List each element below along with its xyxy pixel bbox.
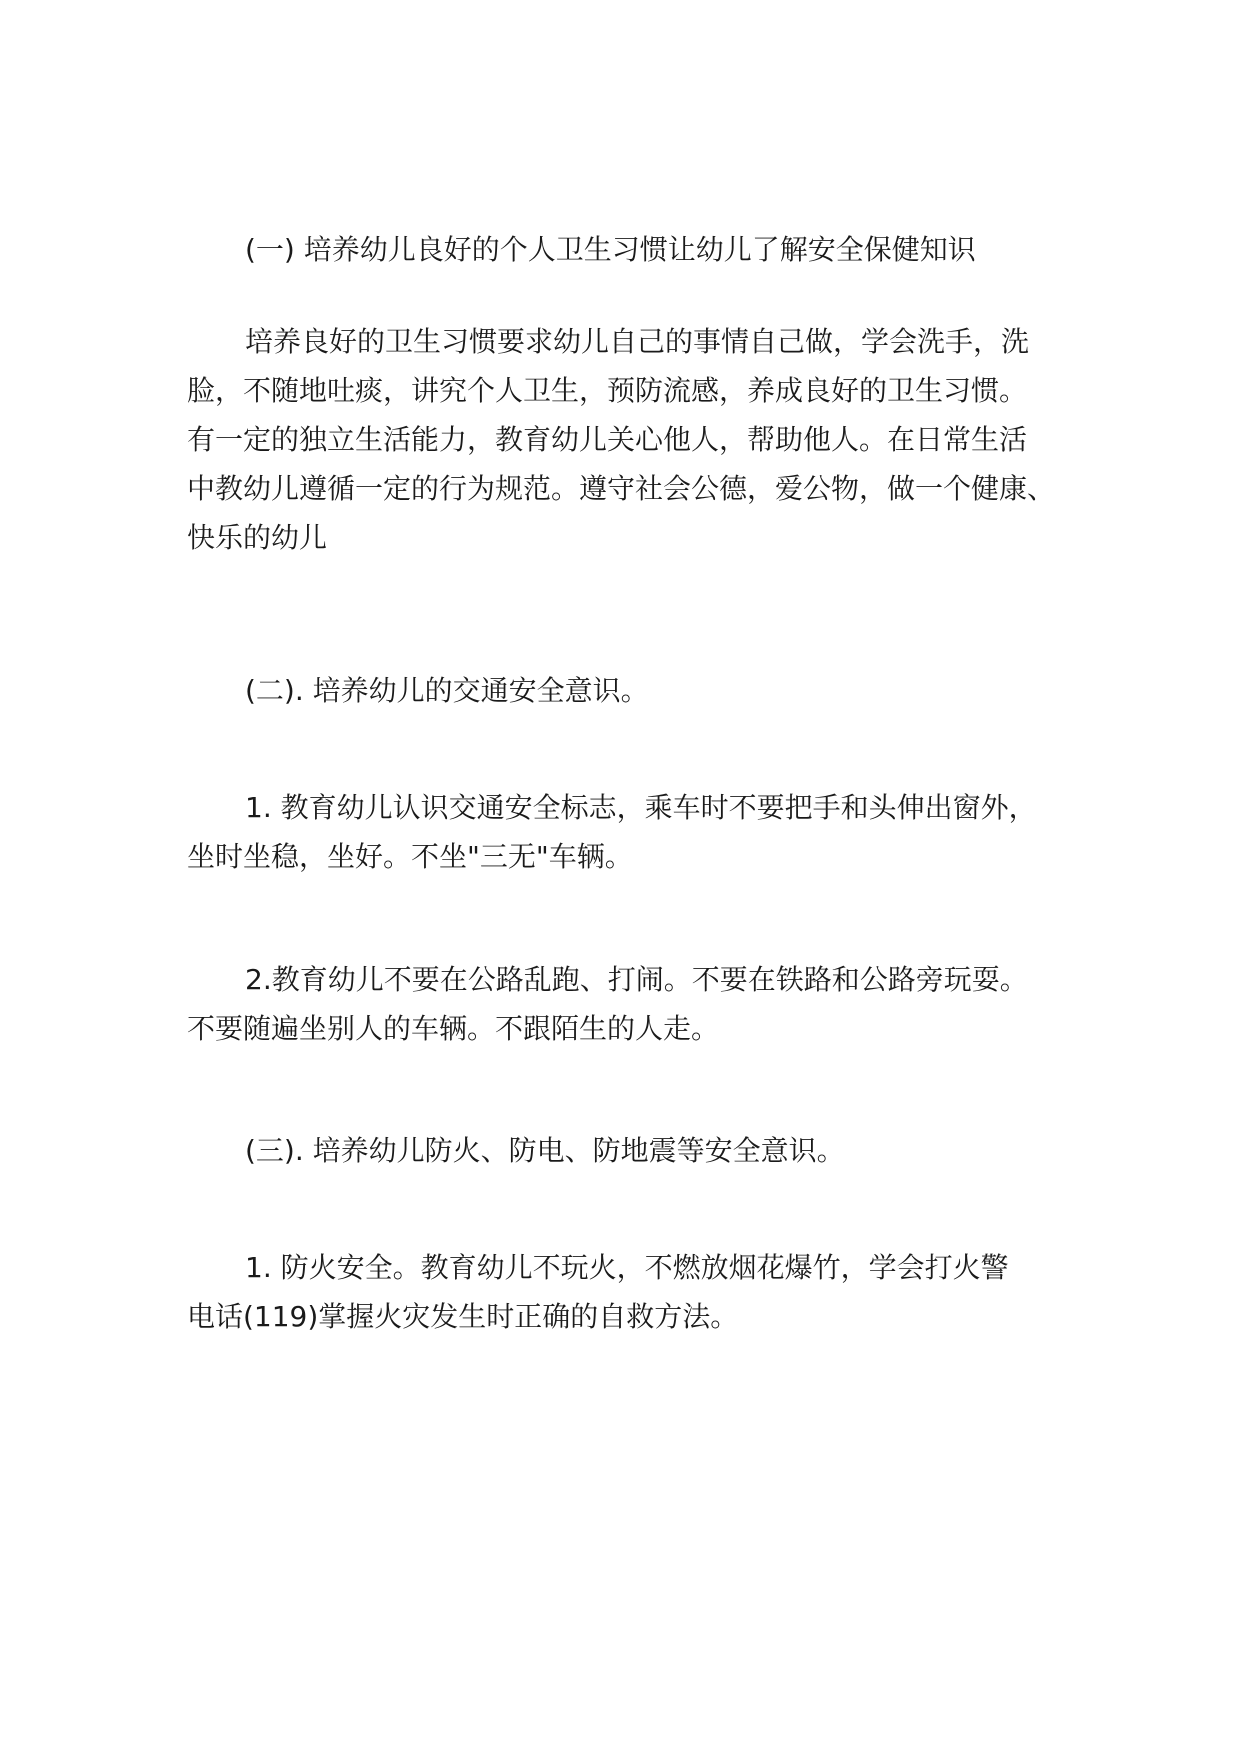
heading-text: (一) 培养幼儿良好的个人卫生习惯让幼儿了解安全保健知识 [245,233,976,266]
paragraph-hygiene [187,317,1087,562]
list-item-fire-1 [187,1243,1087,1341]
paragraph-line: 1. 教育幼儿认识交通安全标志，乘车时不要把手和头伸出窗外， [245,791,1037,824]
paragraph-line: 脸，不随地吐痰，讲究个人卫生，预防流感，养成良好的卫生习惯。 [187,374,1028,407]
paragraph-line: 有一定的独立生活能力，教育幼儿关心他人，帮助他人。在日常生活 [187,423,1028,456]
heading-text: (二). 培养幼儿的交通安全意识。 [245,674,649,707]
heading-text: (三). 培养幼儿防火、防电、防地震等安全意识。 [245,1134,845,1167]
list-item-traffic-1 [187,783,1087,881]
paragraph-line: 不要随遍坐别人的车辆。不跟陌生的人走。 [187,1012,720,1045]
section-heading-2 [187,666,1087,715]
paragraph-line: 2.教育幼儿不要在公路乱跑、打闹。不要在铁路和公路旁玩耍。 [245,963,1028,996]
paragraph-line: 电话(119)掌握火灾发生时正确的自救方法。 [187,1300,739,1333]
section-heading-1 [187,225,1087,274]
paragraph-line: 1. 防火安全。教育幼儿不玩火，不燃放烟花爆竹，学会打火警 [245,1251,1009,1284]
paragraph-line: 培养良好的卫生习惯要求幼儿自己的事情自己做，学会洗手，洗 [245,325,1030,358]
paragraph-line: 快乐的幼儿 [187,521,328,554]
paragraph-line: 中教幼儿遵循一定的行为规范。遵守社会公德，爱公物，做一个健康、 [187,472,1056,505]
list-item-traffic-2 [187,955,1087,1053]
paragraph-line: 坐时坐稳，坐好。不坐"三无"车辆。 [187,840,633,873]
section-heading-3 [187,1126,1087,1175]
